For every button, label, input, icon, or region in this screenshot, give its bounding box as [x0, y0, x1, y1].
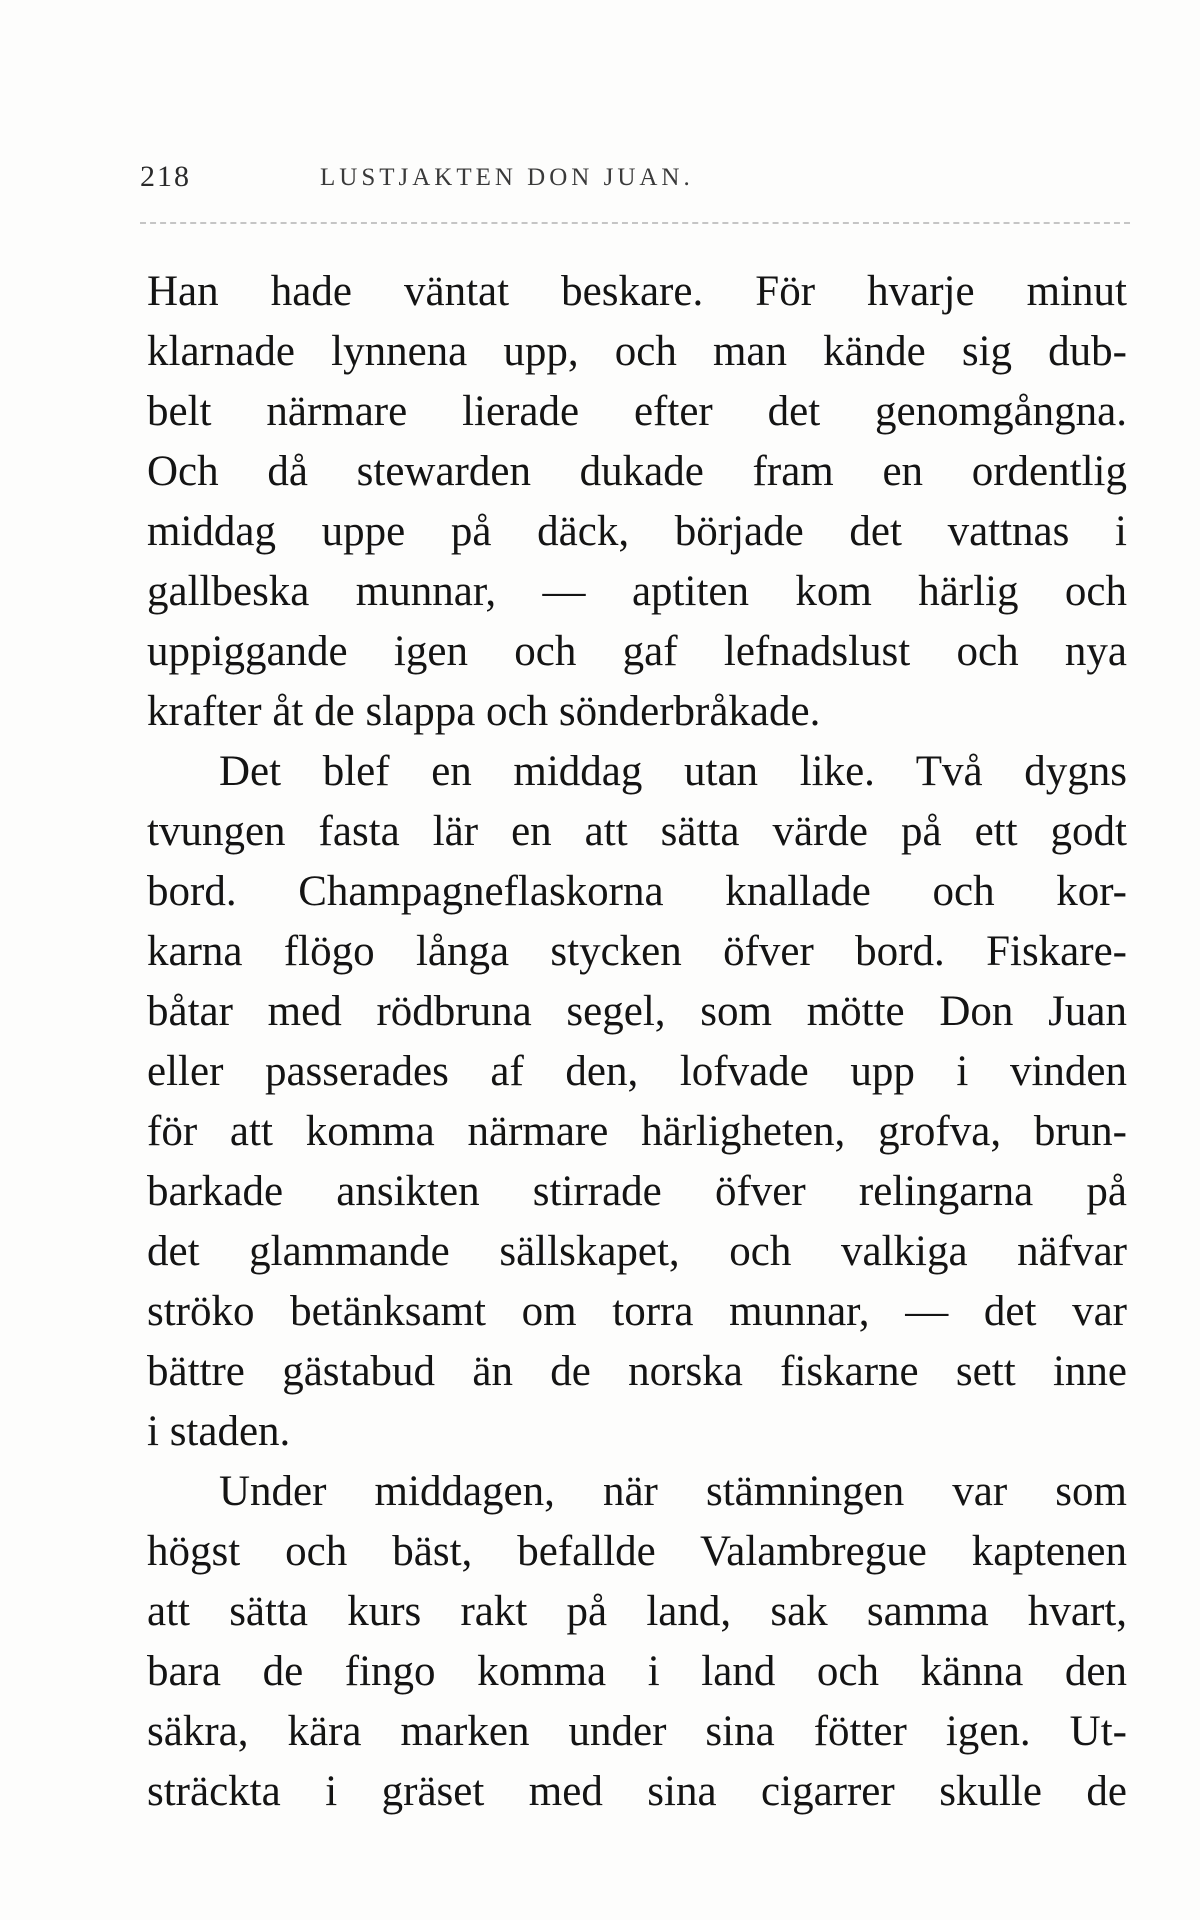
- header-divider: [140, 222, 1130, 224]
- text-line: det glammande sällskapet, och valkiga näfvar: [147, 1228, 1127, 1275]
- running-title: LUSTJAKTEN DON JUAN.: [320, 164, 694, 191]
- text-line: tvungen fasta lär en att sätta värde på ett godt: [147, 808, 1127, 855]
- page-number: 218: [140, 160, 191, 193]
- text-line: i staden.: [147, 1408, 291, 1455]
- running-head: [140, 160, 1120, 200]
- text-line: karna flögo långa stycken öfver bord. Fiskare-: [147, 928, 1127, 975]
- text-line: för att komma närmare härligheten, grofva, brun-: [147, 1108, 1127, 1155]
- text-line: klarnade lynnena upp, och man kände sig dub-: [147, 328, 1127, 375]
- text-line: middag uppe på däck, började det vattnas i: [147, 508, 1127, 555]
- text-line: krafter åt de slappa och sönderbråkade.: [147, 688, 821, 735]
- text-line: belt närmare lierade efter det genomgångna.: [147, 388, 1127, 435]
- text-line: att sätta kurs rakt på land, sak samma hvart,: [147, 1588, 1127, 1635]
- text-line: bara de fingo komma i land och känna den: [147, 1648, 1127, 1695]
- text-line: eller passerades af den, lofvade upp i vinden: [147, 1048, 1127, 1095]
- text-line: bättre gästabud än de norska fiskarne sett inne: [147, 1348, 1127, 1395]
- text-line: ströko betänksamt om torra munnar, — det var: [147, 1288, 1127, 1335]
- text-line: Och då stewarden dukade fram en ordentlig: [147, 448, 1127, 495]
- body-text: [147, 262, 1127, 1822]
- paragraph-start-line: Under middagen, när stämningen var som: [219, 1468, 1127, 1515]
- paragraph-start-line: Det blef en middag utan like. Två dygns: [219, 748, 1127, 795]
- text-line: gallbeska munnar, — aptiten kom härlig och: [147, 568, 1127, 615]
- text-line: säkra, kära marken under sina fötter igen. Ut-: [147, 1708, 1127, 1755]
- text-line: uppiggande igen och gaf lefnadslust och nya: [147, 628, 1127, 675]
- text-line: barkade ansikten stirrade öfver relingarna på: [147, 1168, 1127, 1215]
- text-line: Han hade väntat beskare. För hvarje minut: [147, 268, 1127, 315]
- text-line: båtar med rödbruna segel, som mötte Don Juan: [147, 988, 1127, 1035]
- text-line: bord. Champagneflaskorna knallade och kor-: [147, 868, 1127, 915]
- text-line: sträckta i gräset med sina cigarrer skulle de: [147, 1768, 1127, 1815]
- text-line: högst och bäst, befallde Valambregue kaptenen: [147, 1528, 1127, 1575]
